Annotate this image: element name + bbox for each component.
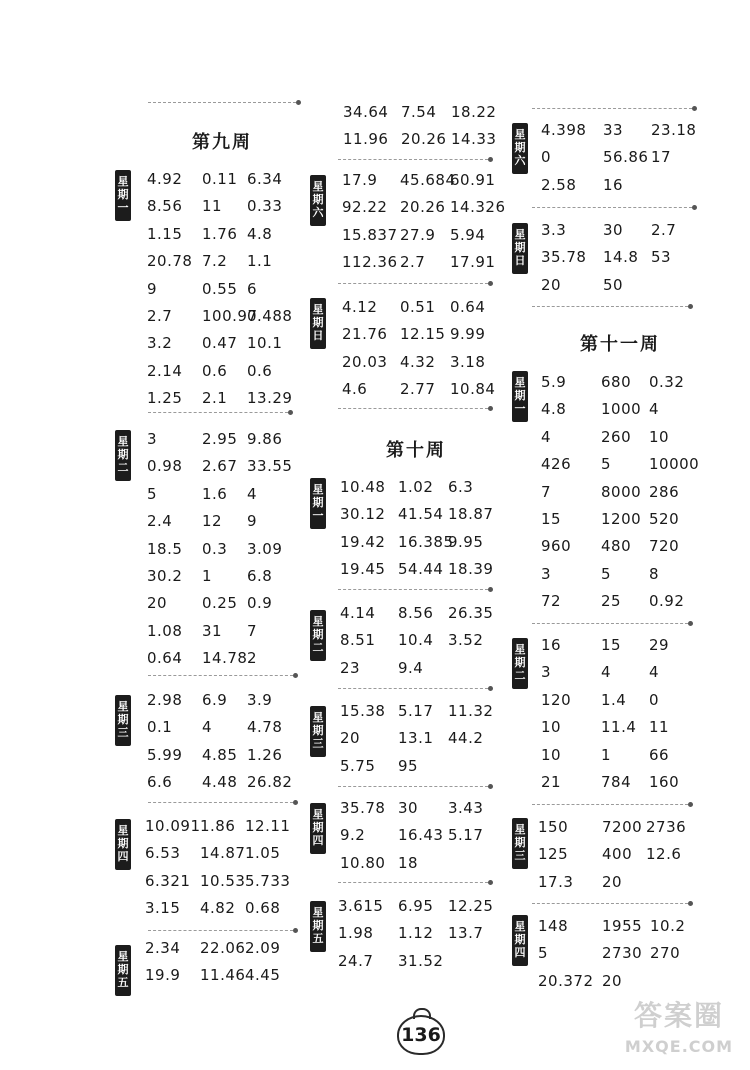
- answer-value: 14.8: [603, 248, 639, 267]
- answer-value: 4.14: [340, 604, 376, 622]
- answer-value: 148: [538, 917, 569, 935]
- answer-value: 11: [649, 718, 670, 737]
- answer-value: 9: [147, 279, 158, 298]
- answer-value: 20: [602, 971, 623, 990]
- answer-value: 10: [541, 718, 562, 737]
- answer-value: 19.45: [340, 560, 386, 579]
- answer-value: 9: [247, 512, 258, 531]
- answer-value: 1.05: [245, 844, 281, 863]
- answer-value: 6.8: [247, 566, 273, 585]
- answer-value: 17.9: [342, 171, 378, 189]
- answer-value: 0.64: [450, 298, 486, 316]
- answer-value: 10.53: [200, 871, 246, 890]
- answer-value: 3.18: [450, 352, 486, 371]
- answer-value: 6: [247, 279, 258, 298]
- answer-value: 21: [541, 772, 562, 791]
- answer-value: 0.9: [247, 594, 273, 613]
- day-tab: 星 期 四: [115, 819, 131, 870]
- day-tab: 星 期 四: [512, 915, 528, 966]
- answer-value: 12: [202, 512, 223, 531]
- answer-value: 1.26: [247, 745, 283, 764]
- answer-value: 11.96: [343, 130, 389, 149]
- answer-value: 150: [538, 818, 569, 836]
- week-heading: 第九周: [192, 132, 252, 153]
- answer-value: 92.22: [342, 198, 388, 217]
- answer-value: 0.25: [202, 594, 238, 613]
- answer-value: 3.52: [448, 631, 484, 650]
- answer-value: 5.9: [541, 373, 567, 391]
- answer-value: 12.15: [400, 325, 446, 344]
- answer-value: 23.18: [651, 121, 697, 139]
- separator: [532, 108, 692, 109]
- answer-value: 10.091: [145, 817, 201, 835]
- answer-value: 3.615: [338, 897, 384, 915]
- watermark-logo: [612, 996, 746, 1068]
- answer-value: 2.98: [147, 691, 183, 709]
- answer-value: 784: [601, 772, 632, 791]
- day-tab: 星 期 二: [512, 638, 528, 689]
- answer-value: 9.2: [340, 826, 366, 845]
- answer-value: 4.45: [245, 966, 281, 985]
- answer-value: 0.68: [245, 899, 281, 918]
- answer-value: 17: [651, 148, 672, 167]
- answer-value: 4: [649, 663, 660, 682]
- answer-value: 400: [602, 845, 633, 864]
- answer-value: 21.76: [342, 325, 388, 344]
- answer-value: 1000: [601, 400, 642, 419]
- answer-value: 1.25: [147, 389, 183, 408]
- answer-value: 0.55: [202, 279, 238, 298]
- answer-value: 0.6: [247, 361, 273, 380]
- answer-value: 0: [649, 690, 660, 709]
- answer-value: 0.51: [400, 298, 436, 316]
- answer-value: 4.32: [400, 352, 436, 371]
- answer-value: 8: [649, 564, 660, 583]
- answer-value: 6.3: [448, 478, 474, 496]
- answer-value: 0.47: [202, 334, 238, 353]
- answer-value: 17.3: [538, 872, 574, 891]
- answer-value: 160: [649, 772, 680, 791]
- answer-value: 5.94: [450, 225, 486, 244]
- answer-value: 18.87: [448, 505, 494, 524]
- answer-value: 20: [147, 594, 168, 613]
- answer-value: 30.12: [340, 505, 386, 524]
- separator: [532, 903, 688, 904]
- answer-value: 5: [147, 484, 158, 503]
- answer-value: 1: [601, 745, 612, 764]
- answer-value: 1.02: [398, 478, 434, 496]
- answer-value: 4.78: [247, 718, 283, 737]
- answer-value: 12.25: [448, 897, 494, 915]
- page-number: 136: [397, 1015, 445, 1055]
- answer-value: 4.398: [541, 121, 587, 139]
- watermark-text: 答案圈: [633, 999, 724, 1032]
- day-tab: 星 期 三: [512, 818, 528, 869]
- answer-value: 15.837: [342, 225, 398, 244]
- answer-value: 45.684: [400, 171, 456, 189]
- answer-value: 3.43: [448, 799, 484, 817]
- answer-value: 11.32: [448, 702, 494, 720]
- answer-value: 10000: [649, 455, 700, 474]
- answer-value: 95: [398, 756, 419, 775]
- answer-value: 15: [541, 509, 562, 528]
- answer-value: 13.29: [247, 389, 293, 408]
- answer-value: 12.11: [245, 817, 291, 835]
- answer-value: 1: [202, 566, 213, 585]
- answer-value: 2.7: [400, 253, 426, 272]
- answer-value: 5: [538, 944, 549, 963]
- answer-value: 3.9: [247, 691, 273, 709]
- answer-value: 27.9: [400, 225, 436, 244]
- day-tab: 星 期 三: [115, 695, 131, 746]
- answer-value: 1.4: [601, 690, 627, 709]
- answer-value: 6.6: [147, 773, 173, 792]
- answer-value: 2730: [602, 944, 643, 963]
- answer-value: 10: [649, 427, 670, 446]
- answer-value: 4.8: [247, 224, 273, 243]
- answer-value: 0.11: [202, 170, 238, 188]
- answer-value: 1.98: [338, 924, 374, 943]
- answer-value: 60.91: [450, 171, 496, 189]
- answer-value: 12.6: [646, 845, 682, 864]
- answer-value: 1.12: [398, 924, 434, 943]
- day-tab: 星 期 日: [512, 223, 528, 274]
- answer-value: 6.34: [247, 170, 283, 188]
- answer-value: 0.32: [649, 373, 685, 391]
- answer-value: 14.78: [202, 649, 248, 668]
- answer-value: 9.95: [448, 532, 484, 551]
- answer-value: 54.44: [398, 560, 444, 579]
- answer-value: 18.39: [448, 560, 494, 579]
- answer-value: 14.87: [200, 844, 246, 863]
- answer-value: 10.2: [650, 917, 686, 935]
- answer-value: 1.76: [202, 224, 238, 243]
- answer-value: 20.78: [147, 252, 193, 271]
- watermark-url: MXQE.COM: [624, 1037, 734, 1056]
- answer-value: 41.54: [398, 505, 444, 524]
- day-tab: 星 期 一: [310, 478, 326, 529]
- answer-value: 8.56: [147, 197, 183, 216]
- answer-value: 16: [603, 175, 624, 194]
- answer-value: 9.99: [450, 325, 486, 344]
- answer-value: 20.372: [538, 971, 594, 990]
- day-tab: 星 期 一: [115, 170, 131, 221]
- answer-value: 0: [541, 148, 552, 167]
- answer-value: 5: [601, 564, 612, 583]
- separator: [532, 306, 688, 307]
- answer-value: 1.08: [147, 621, 183, 640]
- answer-value: 10.84: [450, 380, 496, 399]
- answer-value: 1200: [601, 509, 642, 528]
- answer-value: 11.4: [601, 718, 637, 737]
- answer-value: 33: [603, 121, 624, 139]
- answer-value: 13.1: [398, 729, 434, 748]
- answer-value: 15: [601, 636, 622, 654]
- answer-value: 4: [601, 663, 612, 682]
- answer-value: 4.48: [202, 773, 238, 792]
- answer-value: 100.97: [202, 306, 258, 325]
- answer-value: 286: [649, 482, 680, 501]
- day-tab: 星 期 二: [115, 430, 131, 481]
- day-tab: 星 期 五: [115, 945, 131, 996]
- answer-value: 426: [541, 455, 572, 474]
- answer-value: 5.17: [398, 702, 434, 720]
- answer-value: 26.82: [247, 773, 293, 792]
- answer-value: 8000: [601, 482, 642, 501]
- answer-value: 10: [541, 745, 562, 764]
- answer-value: 5.733: [245, 871, 291, 890]
- answer-value: 4.85: [202, 745, 238, 764]
- answer-value: 0.6: [202, 361, 228, 380]
- answer-value: 15.38: [340, 702, 386, 720]
- answer-value: 44.2: [448, 729, 484, 748]
- answer-value: 10.1: [247, 334, 283, 353]
- answer-value: 2.1: [202, 389, 228, 408]
- answer-value: 10.4: [398, 631, 434, 650]
- answer-value: 31: [202, 621, 223, 640]
- answer-value: 50: [603, 275, 624, 294]
- answer-value: 2: [247, 649, 258, 668]
- answer-value: 0.92: [649, 592, 685, 611]
- day-tab: 星 期 五: [310, 901, 326, 952]
- answer-value: 2.34: [145, 939, 181, 957]
- answer-value: 22.06: [200, 939, 246, 957]
- answer-value: 30: [603, 221, 624, 239]
- answer-value: 30: [398, 799, 419, 817]
- answer-value: 112.36: [342, 253, 398, 272]
- answer-value: 680: [601, 373, 632, 391]
- week-heading: 第十周: [386, 440, 446, 461]
- answer-value: 16.43: [398, 826, 444, 845]
- answer-value: 13.7: [448, 924, 484, 943]
- answer-value: 35.78: [541, 248, 587, 267]
- day-tab: 星 期 一: [512, 371, 528, 422]
- answer-value: 17.91: [450, 253, 496, 272]
- answer-value: 0.3: [202, 539, 228, 558]
- answer-value: 14.33: [451, 130, 497, 149]
- answer-value: 6.95: [398, 897, 434, 915]
- answer-value: 6.9: [202, 691, 228, 709]
- answer-value: 0.33: [247, 197, 283, 216]
- answer-value: 3.2: [147, 334, 173, 353]
- answer-value: 29: [649, 636, 670, 654]
- separator: [532, 804, 688, 805]
- answer-value: 5.99: [147, 745, 183, 764]
- answer-value: 0.64: [147, 649, 183, 668]
- answer-value: 14.326: [450, 198, 506, 217]
- answer-value: 125: [538, 845, 569, 864]
- answer-value: 18: [398, 853, 419, 872]
- answer-value: 3.15: [145, 899, 181, 918]
- week-heading: 第十一周: [580, 334, 660, 355]
- answer-value: 2.7: [147, 306, 173, 325]
- answer-value: 2736: [646, 818, 687, 836]
- answer-value: 5.17: [448, 826, 484, 845]
- answer-value: 35.78: [340, 799, 386, 817]
- answer-value: 2.7: [651, 221, 677, 239]
- answer-value: 2.77: [400, 380, 436, 399]
- answer-value: 9.86: [247, 430, 283, 448]
- answer-value: 4: [202, 718, 213, 737]
- answer-value: 7.54: [401, 103, 437, 121]
- answer-value: 19.42: [340, 532, 386, 551]
- answer-value: 1955: [602, 917, 643, 935]
- answer-value: 5.75: [340, 756, 376, 775]
- answer-value: 2.95: [202, 430, 238, 448]
- answer-value: 56.86: [603, 148, 649, 167]
- separator: [532, 623, 688, 624]
- answer-value: 120: [541, 690, 572, 709]
- answer-value: 960: [541, 537, 572, 556]
- answer-value: 7: [541, 482, 552, 501]
- answer-value: 20.26: [401, 130, 447, 149]
- answer-value: 2.4: [147, 512, 173, 531]
- answer-value: 4.92: [147, 170, 183, 188]
- answer-value: 1.15: [147, 224, 183, 243]
- answer-value: 4: [247, 484, 258, 503]
- answer-value: 33.55: [247, 457, 293, 476]
- answer-value: 18.5: [147, 539, 183, 558]
- answer-value: 6.321: [145, 871, 191, 890]
- answer-value: 10.48: [340, 478, 386, 496]
- answer-value: 4: [649, 400, 660, 419]
- answer-value: 30.2: [147, 566, 183, 585]
- answer-value: 4.82: [200, 899, 236, 918]
- answer-value: 31.52: [398, 951, 444, 970]
- answer-value: 520: [649, 509, 680, 528]
- answer-value: 11: [202, 197, 223, 216]
- answer-value: 1.86: [200, 817, 236, 835]
- answer-value: 7: [247, 621, 258, 640]
- answer-value: 270: [650, 944, 681, 963]
- answer-value: 2.09: [245, 939, 281, 957]
- answer-value: 72: [541, 592, 562, 611]
- answer-value: 4.8: [541, 400, 567, 419]
- answer-value: 7200: [602, 818, 643, 836]
- answer-value: 0.1: [147, 718, 173, 737]
- answer-value: 24.7: [338, 951, 374, 970]
- answer-value: 3.09: [247, 539, 283, 558]
- day-tab: 星 期 日: [310, 298, 326, 349]
- answer-value: 0.98: [147, 457, 183, 476]
- answer-value: 260: [601, 427, 632, 446]
- day-tab: 星 期 六: [310, 175, 326, 226]
- answer-value: 2.67: [202, 457, 238, 476]
- day-tab: 星 期 六: [512, 123, 528, 174]
- separator: [532, 207, 692, 208]
- answer-value: 720: [649, 537, 680, 556]
- day-tab: 星 期 三: [310, 706, 326, 757]
- answer-value: 66: [649, 745, 670, 764]
- answer-value: 3: [147, 430, 158, 448]
- day-tab: 星 期 四: [310, 803, 326, 854]
- answer-value: 20: [602, 872, 623, 891]
- answer-value: 8.56: [398, 604, 434, 622]
- answer-value: 19.9: [145, 966, 181, 985]
- answer-value: 16: [541, 636, 562, 654]
- answer-value: 53: [651, 248, 672, 267]
- answer-value: 7.2: [202, 252, 228, 271]
- answer-value: 20.26: [400, 198, 446, 217]
- answer-value: 1.6: [202, 484, 228, 503]
- answer-value: 3.3: [541, 221, 567, 239]
- answer-value: 6.53: [145, 844, 181, 863]
- answer-value: 26.35: [448, 604, 494, 622]
- answer-value: 16.385: [398, 532, 454, 551]
- answer-value: 4.12: [342, 298, 378, 316]
- answer-value: 11.46: [200, 966, 246, 985]
- answer-value: 2.14: [147, 361, 183, 380]
- answer-value: 34.64: [343, 103, 389, 121]
- answer-value: 8.51: [340, 631, 376, 650]
- day-tab: 星 期 二: [310, 610, 326, 661]
- answer-value: 20: [541, 275, 562, 294]
- answer-value: 23: [340, 658, 361, 677]
- answer-value: 9.4: [398, 658, 424, 677]
- answer-value: 4.6: [342, 380, 368, 399]
- answer-value: 3: [541, 564, 552, 583]
- answer-value: 2.58: [541, 175, 577, 194]
- answer-value: 0.488: [247, 306, 293, 325]
- answer-value: 480: [601, 537, 632, 556]
- answer-value: 4: [541, 427, 552, 446]
- answer-value: 18.22: [451, 103, 497, 121]
- answer-value: 25: [601, 592, 622, 611]
- answer-value: 10.80: [340, 853, 386, 872]
- answer-value: 20.03: [342, 352, 388, 371]
- answer-value: 5: [601, 455, 612, 474]
- answer-value: 3: [541, 663, 552, 682]
- answer-value: 20: [340, 729, 361, 748]
- answer-value: 1.1: [247, 252, 273, 271]
